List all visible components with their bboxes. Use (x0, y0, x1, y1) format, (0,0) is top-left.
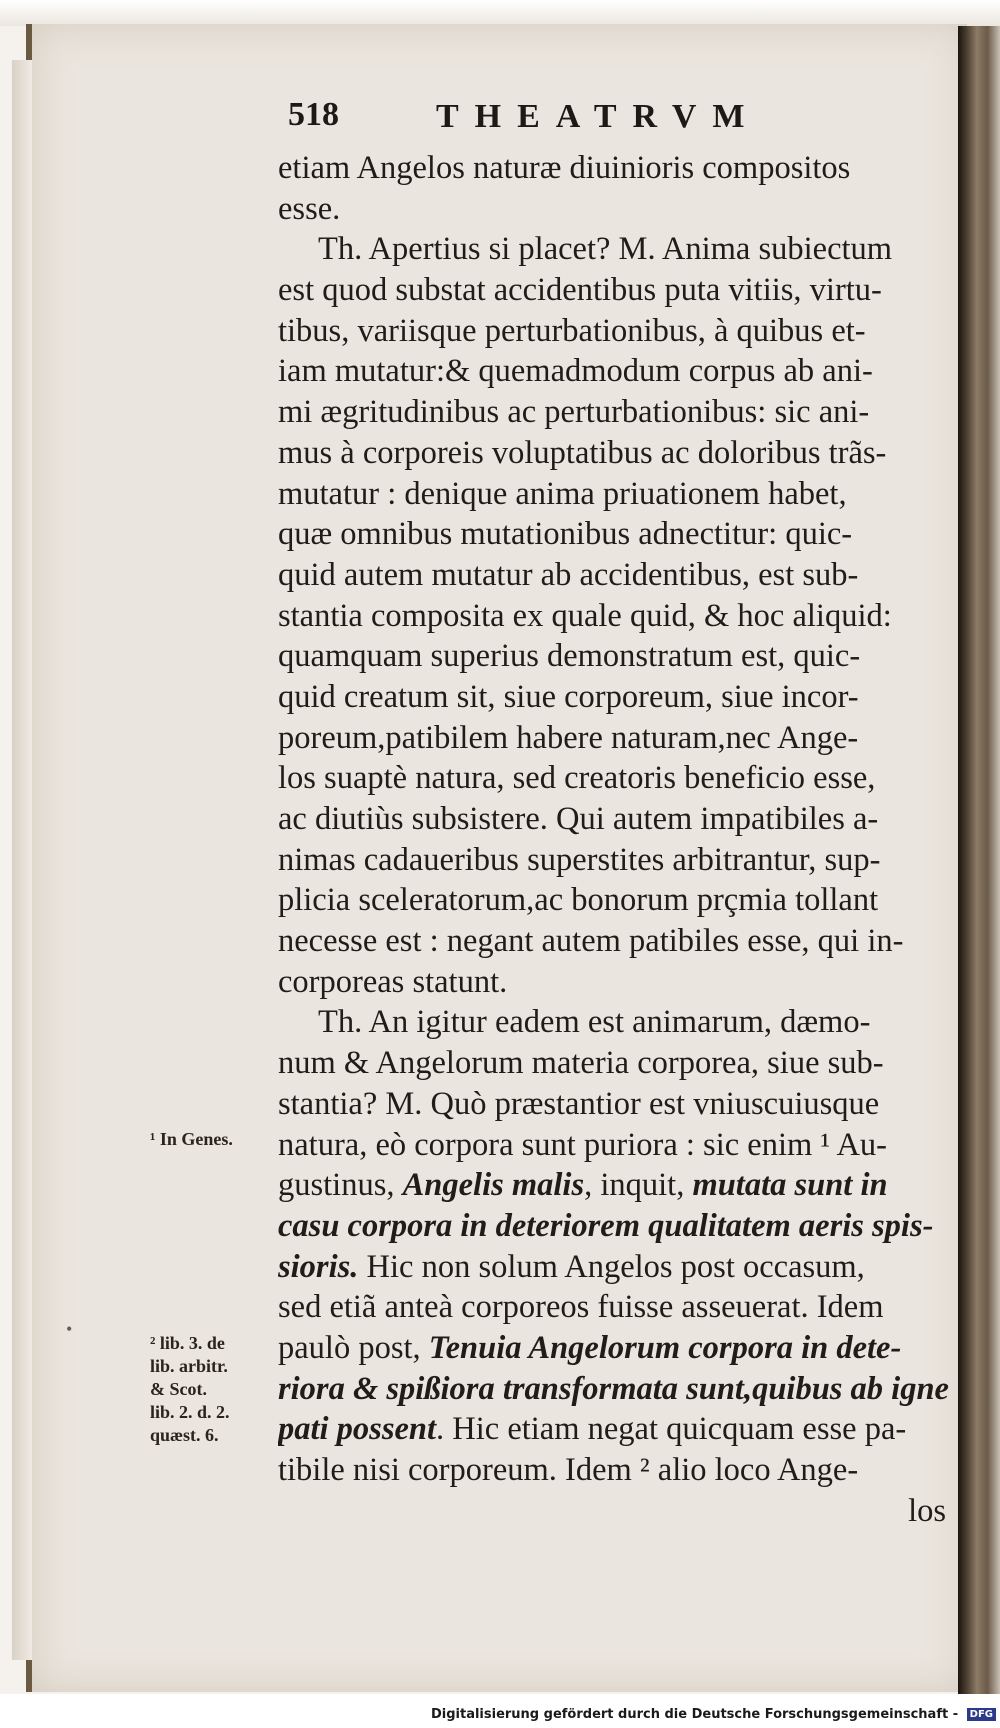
text-line (278, 1328, 954, 1369)
italic-quote: Angelis malis (402, 1167, 585, 1204)
text-span: paulò post, (278, 1329, 429, 1366)
page-binding (12, 60, 32, 1660)
body-text (278, 148, 954, 1531)
margin-note: ¹ In Genes. (150, 1129, 233, 1149)
text-line: quid creatum sit, siue corporeum, siue incor- (278, 678, 859, 715)
catchword: los (908, 1492, 946, 1529)
margin-note-line: lib. 2. d. 2. (150, 1402, 230, 1422)
margin-note-line: & Scot. (150, 1379, 207, 1399)
text-line: etiam Angelos naturæ diuinioris compositos (278, 150, 851, 186)
text-line: stantia? M. Quò præstantior est vniuscuiusque (278, 1085, 880, 1122)
text-line (278, 1409, 954, 1450)
text-line: stantia composita ex quale quid, & hoc aliquid: (278, 597, 892, 634)
text-line: corporeas statunt. (278, 963, 508, 1000)
page-number: 518 (288, 96, 339, 133)
digitization-credit (431, 1707, 996, 1722)
credit-text: Digitalisierung gefördert durch die Deutsche Forschungsgemeinschaft - (430, 1707, 959, 1722)
text-line: mi ægritudinibus ac perturbationibus: sic ani- (278, 394, 870, 431)
text-line: riora & spißiora transformata sunt,quibus ab igne (278, 1370, 949, 1407)
text-line: necesse est : negant autem patibiles esse, qui in- (278, 923, 904, 960)
italic-quote: mutata sunt in (692, 1167, 888, 1204)
text-line: quæ omnibus mutationibus adnectitur: quic- (278, 516, 853, 553)
text-line (278, 1247, 954, 1288)
text-line: Th. Apertius si placet? M. Anima subiectum (318, 231, 893, 268)
text-span: gustinus, (278, 1167, 403, 1204)
text-line: tibile nisi corporeum. Idem ² alio loco Ange- (278, 1452, 859, 1488)
text-line: num & Angelorum materia corporea, siue sub- (278, 1045, 884, 1082)
text-line: plicia sceleratorum,ac bonorum prçmia tollant (278, 882, 879, 919)
margin-note (150, 1332, 230, 1447)
text-span: Hic non solum Angelos post occasum, (358, 1248, 865, 1285)
margin-note-line: quæst. 6. (150, 1425, 219, 1445)
text-line: los suaptè natura, sed creatoris beneficio esse, (278, 760, 876, 797)
text-line: nimas cadaueribus superstites arbitrantur, sup- (278, 841, 881, 878)
text-line: iam mutatur:& quemadmodum corpus ab ani- (278, 353, 873, 390)
scan-top-band (0, 0, 1000, 26)
text-line: est quod substat accidentibus puta vitiis, virtu- (278, 272, 882, 309)
italic-quote: Tenuia Angelorum corpora in dete- (428, 1329, 902, 1366)
text-line: mus à corporeis voluptatibus ac doloribus trãs- (278, 434, 887, 471)
text-span: . Hic etiam negat quicquam esse pa- (436, 1411, 907, 1448)
italic-quote: sioris. (278, 1248, 359, 1285)
margin-note-line: ² lib. 3. de (150, 1333, 225, 1353)
text-line: poreum,patibilem habere naturam,nec Ange- (278, 719, 859, 756)
text-line: quamquam superius demonstratum est, quic- (278, 638, 861, 675)
text-line: quid autem mutatur ab accidentibus, est sub- (278, 556, 859, 593)
text-line: esse. (278, 190, 341, 227)
ink-mark: • (66, 1319, 73, 1339)
text-line: ac diutiùs subsistere. Qui autem impatibiles a- (278, 801, 879, 837)
text-line: Th. An igitur eadem est animarum, dæmo- (318, 1004, 871, 1041)
text-line: tibus, variisque perturbationibus, à quibus et- (278, 312, 866, 349)
page-edge-shadow (958, 26, 1000, 1694)
text-span: , inquit, (584, 1167, 693, 1204)
text-line (278, 1165, 954, 1206)
italic-quote: pati possent (278, 1411, 437, 1448)
margin-note-line: lib. arbitr. (150, 1356, 228, 1376)
text-line: natura, eò corpora sunt puriora : sic enim ¹ Au- (278, 1126, 888, 1163)
text-line: casu corpora in deteriorem qualitatem aeris spis- (278, 1207, 934, 1244)
dfg-logo: DFG (967, 1708, 996, 1721)
text-line: mutatur : denique anima priuationem habet, (278, 475, 847, 512)
running-head: THEATRVM (436, 98, 761, 135)
page-header (288, 96, 768, 140)
text-line: sed etiã anteà corporeos fuisse asseuerat. Idem (278, 1289, 884, 1326)
